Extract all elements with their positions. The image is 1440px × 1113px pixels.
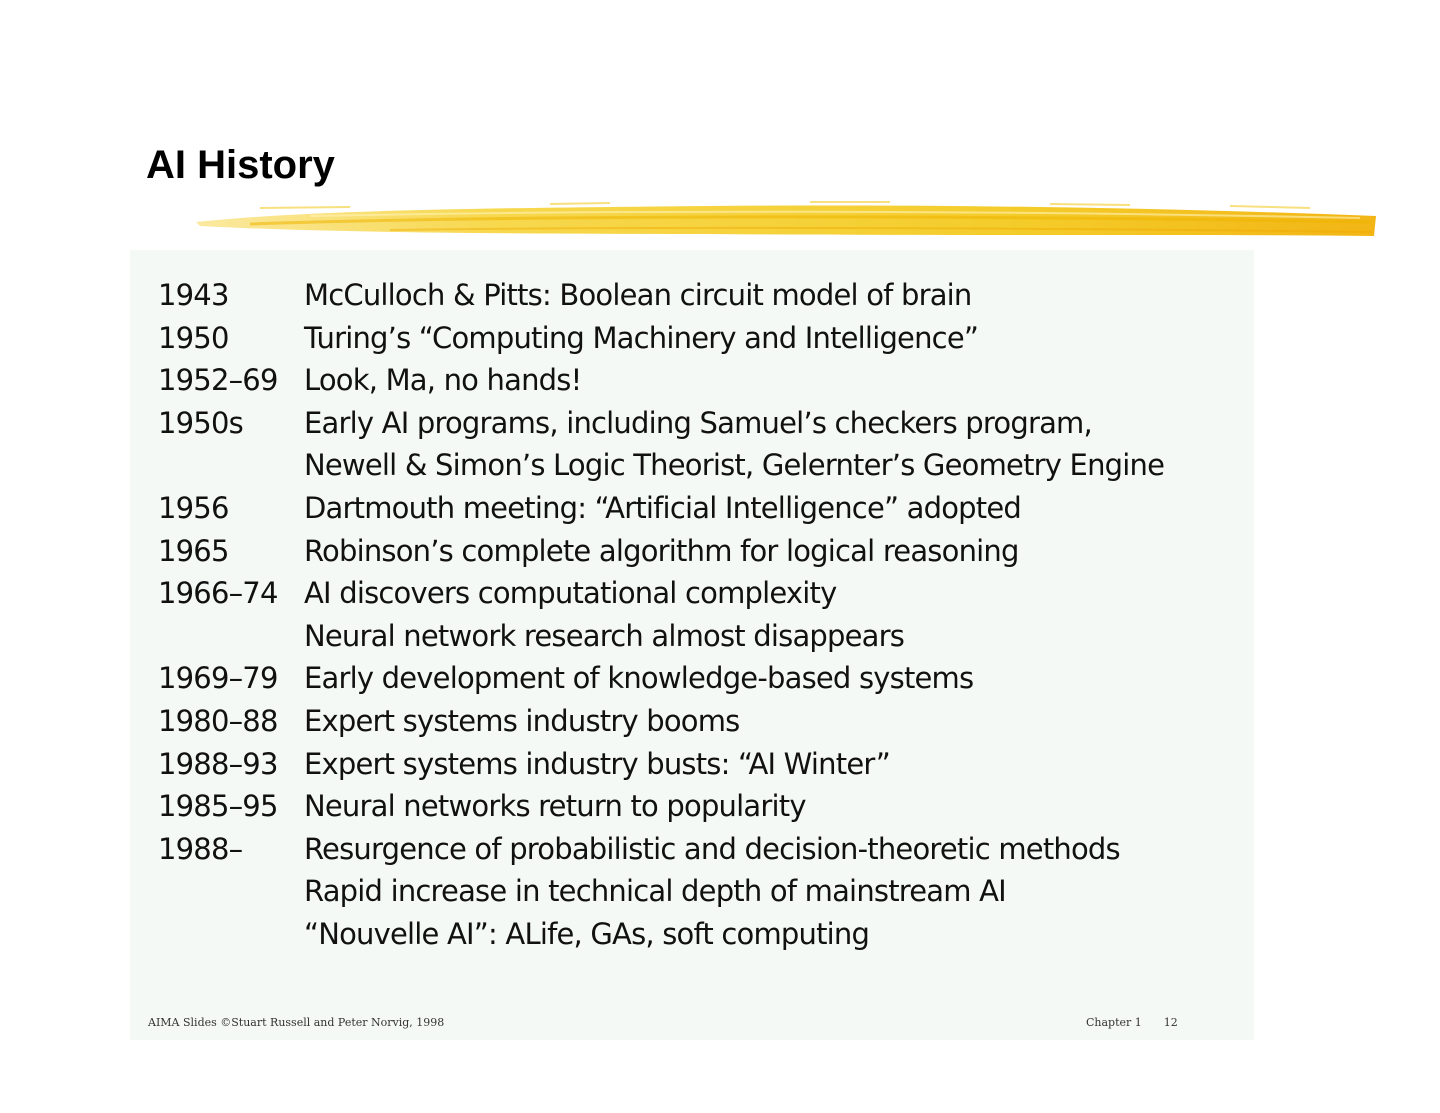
timeline-description-line: Rapid increase in technical depth of mainstream AI [304,874,1006,909]
timeline-row [158,402,1248,487]
timeline-row [158,700,1248,743]
timeline-description [304,487,1248,530]
slide-content-panel [130,250,1254,1040]
timeline-year: 1988– [158,831,243,866]
timeline-description-line: Expert systems industry booms [304,703,740,738]
timeline-description-line: Look, Ma, no hands! [304,363,582,398]
timeline-row [158,530,1248,573]
timeline-row [158,828,1248,956]
timeline-list [158,274,1248,956]
timeline-description-line: AI discovers computational complexity [304,576,837,611]
timeline-description [304,700,1248,743]
timeline-description [304,657,1248,700]
timeline-description-line: Neural networks return to popularity [304,789,806,824]
timeline-description [304,572,1248,657]
timeline-row [158,657,1248,700]
timeline-description-line: “Nouvelle AI”: ALife, GAs, soft computing [304,916,870,951]
timeline-description-line: Resurgence of probabilistic and decision-theoretic methods [304,831,1120,866]
timeline-description-line: Dartmouth meeting: “Artificial Intelligence” adopted [304,490,1021,525]
timeline-year: 1969–79 [158,661,278,696]
timeline-year: 1966–74 [158,576,278,611]
timeline-description-line: Early development of knowledge-based systems [304,661,974,696]
timeline-description-line: Robinson’s complete algorithm for logical reasoning [304,533,1019,568]
timeline-year: 1952–69 [158,363,278,398]
timeline-description [304,402,1248,487]
timeline-description-line: Expert systems industry busts: “AI Winter” [304,746,890,781]
timeline-year: 1956 [158,490,229,525]
timeline-row [158,274,1248,317]
timeline-row [158,785,1248,828]
timeline-year: 1980–88 [158,703,278,738]
timeline-year: 1950 [158,320,229,355]
timeline-description [304,743,1248,786]
timeline-description-line: Turing’s “Computing Machinery and Intelligence” [304,320,979,355]
timeline-row [158,317,1248,360]
timeline-row [158,359,1248,402]
timeline-row [158,572,1248,657]
footer-credit: AIMA Slides ©Stuart Russell and Peter Norvig, 1998 [148,1016,445,1029]
timeline-year: 1988–93 [158,746,278,781]
timeline-description-line: McCulloch & Pitts: Boolean circuit model of brain [304,278,972,312]
timeline-row [158,743,1248,786]
timeline-description-line: Early AI programs, including Samuel’s checkers program, [304,405,1092,440]
title-underline-brushstroke [190,194,1380,246]
timeline-year: 1943 [158,278,229,312]
timeline-description [304,359,1248,402]
timeline-description [304,828,1248,956]
timeline-description [304,530,1248,573]
timeline-description [304,785,1248,828]
timeline-description-line: Neural network research almost disappears [304,618,905,653]
footer-page-info [1086,1016,1178,1029]
timeline-description [304,317,1248,360]
footer-page-number: 12 [1163,1016,1178,1029]
slide-title: AI History [146,143,335,187]
timeline-row [158,487,1248,530]
footer-chapter: Chapter 1 [1086,1016,1142,1029]
timeline-description-line: Newell & Simon’s Logic Theorist, Gelernter’s Geometry Engine [304,448,1165,483]
timeline-year: 1965 [158,533,229,568]
timeline-year: 1985–95 [158,789,278,824]
timeline-description [304,274,1248,317]
timeline-year: 1950s [158,405,243,440]
